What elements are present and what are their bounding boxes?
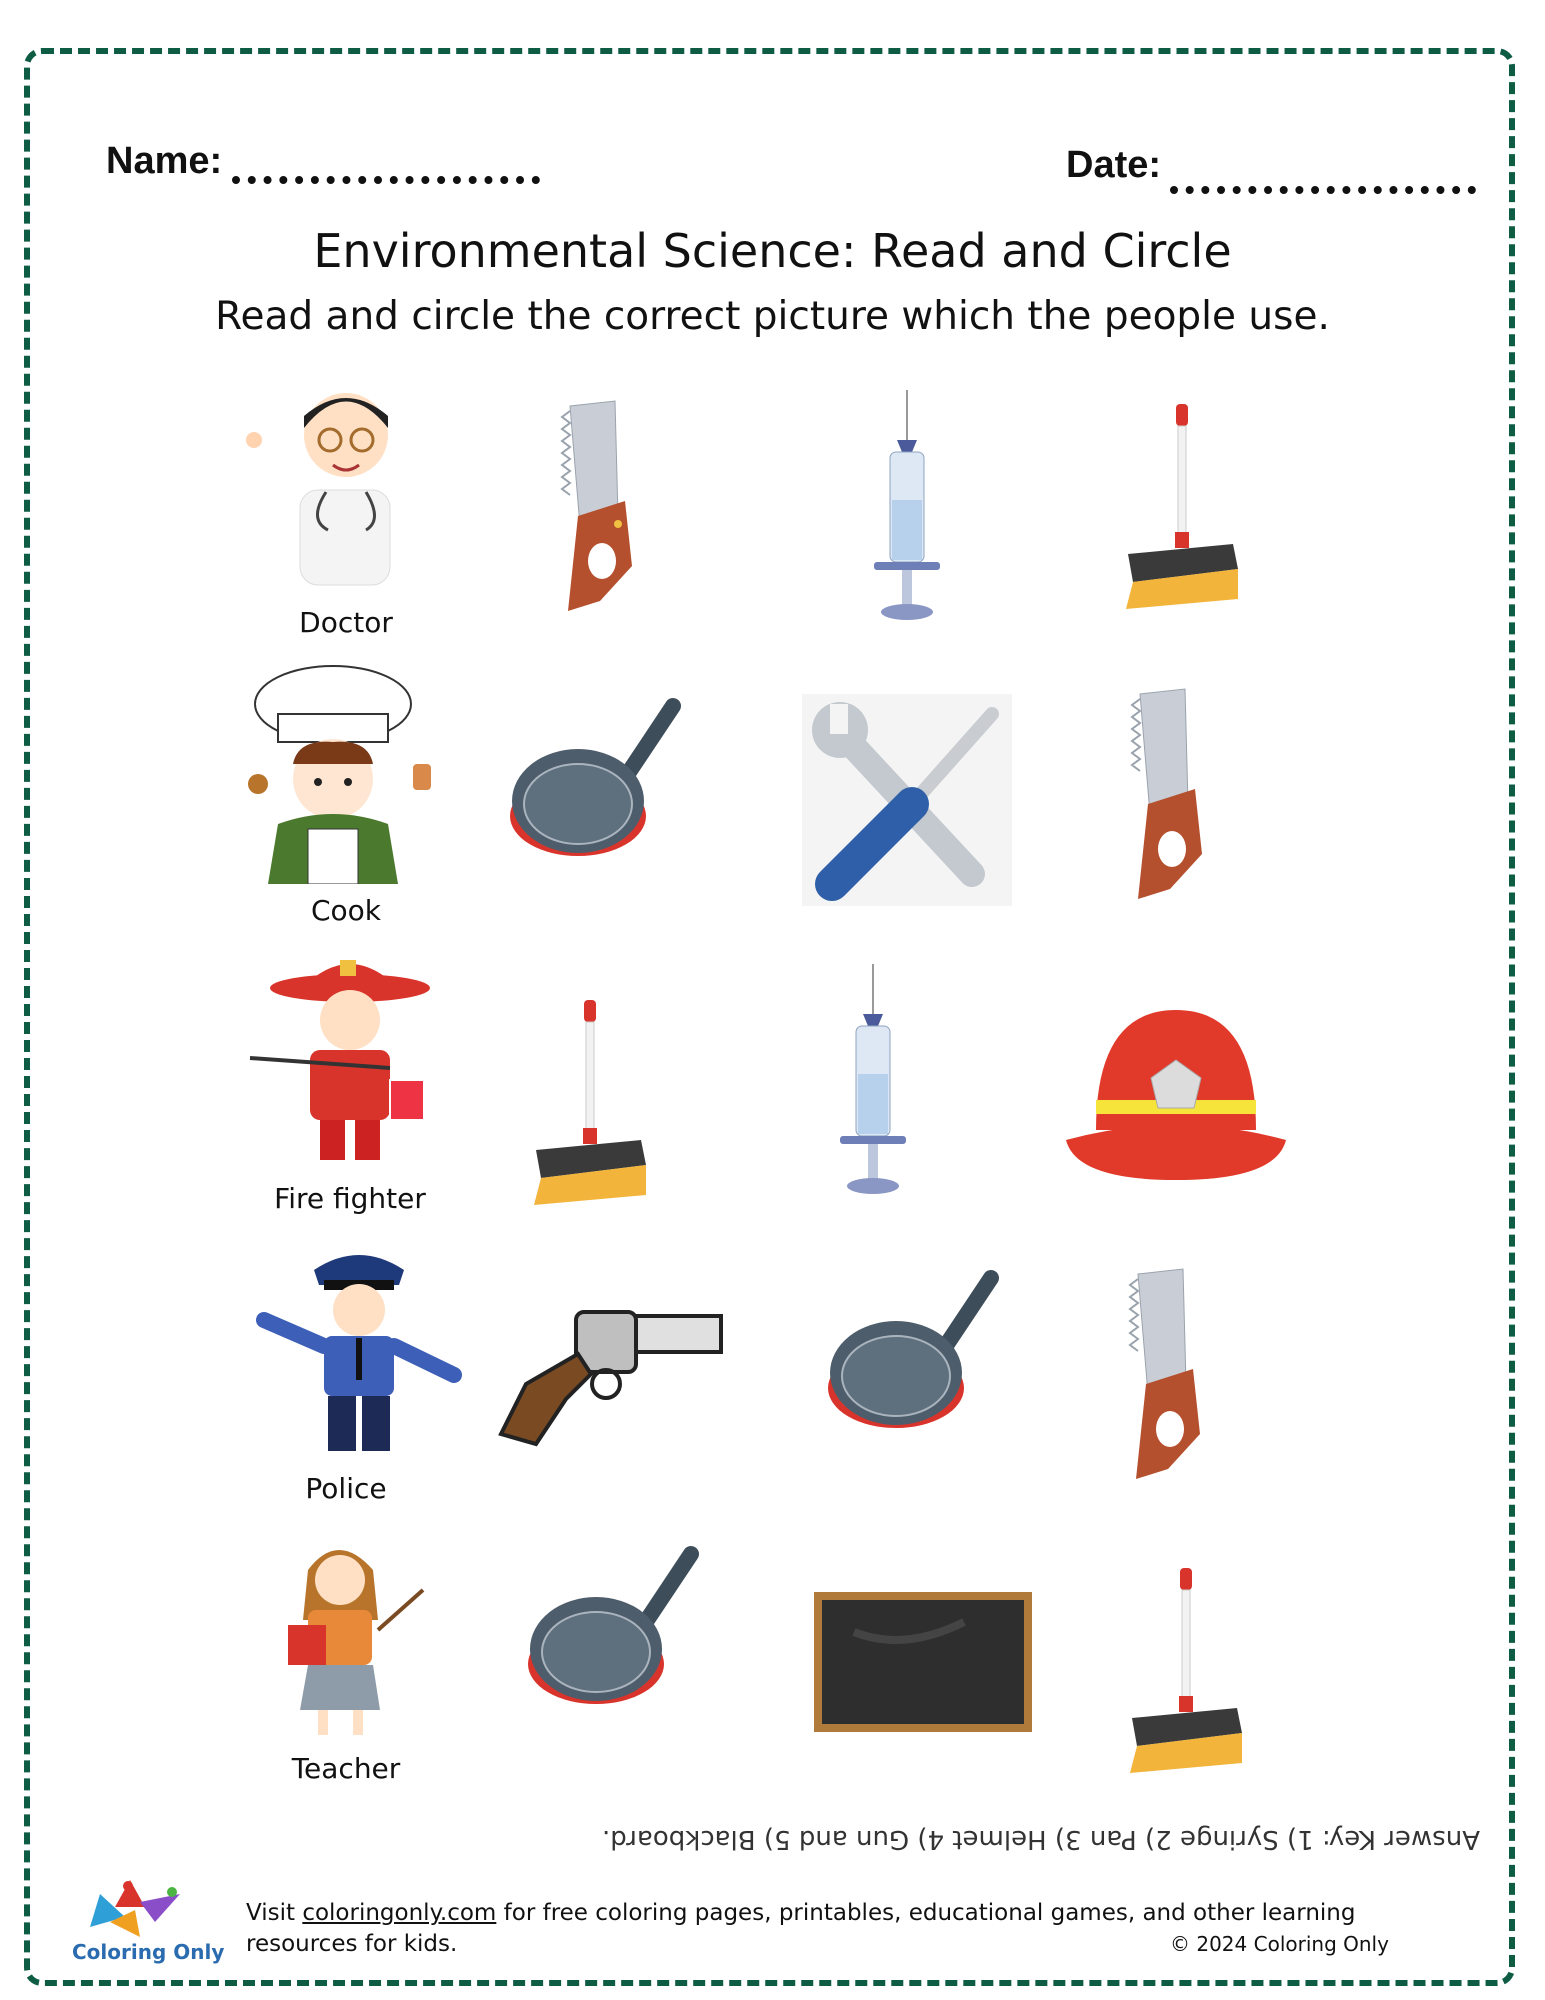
footer-visit: Visit [246,1900,303,1926]
pan-icon[interactable] [826,1268,1006,1472]
instructions: Read and circle the correct picture which the people use. [215,294,1330,339]
answer-key: Answer Key: 1) Syringe 2) Pan 3) Helmet 4) Gun and 5) Blackboard. [601,1824,1480,1854]
logo-text: Coloring Only [72,1940,225,1964]
blackboard-icon[interactable] [814,1592,1032,1736]
website-link[interactable]: coloringonly.com [302,1900,497,1926]
gun-icon[interactable] [496,1304,726,1458]
doctor-icon [238,380,438,594]
teacher-icon [258,1530,438,1744]
broom-icon[interactable] [1122,1568,1252,1782]
broom-icon[interactable] [526,1000,656,1214]
name-label: Name: [106,140,223,182]
row-label-cook: Cook [310,894,382,927]
saw-icon[interactable] [1108,1264,1218,1488]
row-label-fire-fighter: Fire fighter [274,1182,426,1215]
date-field[interactable] [1170,186,1476,194]
row-label-police: Police [305,1472,387,1505]
wrench-screwdriver-icon[interactable] [802,694,1012,910]
pan-icon[interactable] [508,696,688,900]
row-label-teacher: Teacher [291,1752,401,1785]
saw-icon[interactable] [540,396,650,620]
copyright: © 2024 Coloring Only [1170,1932,1389,1956]
helmet-icon[interactable] [1066,1000,1286,1189]
date-label: Date: [1066,144,1162,186]
pan-icon[interactable] [526,1544,706,1748]
saw-icon[interactable] [1110,684,1220,908]
syringe-icon[interactable] [862,390,952,634]
page-title: Environmental Science: Read and Circle [313,224,1232,278]
name-field[interactable] [232,176,540,184]
police-icon [254,1240,464,1459]
broom-icon[interactable] [1118,404,1248,618]
firefighter-icon [240,950,450,1174]
syringe-icon[interactable] [828,964,918,1208]
footer-rest: for free coloring pages, printables, educational games, and other learning resources for kids. [246,1900,1356,1957]
chef-icon [238,664,448,888]
row-label-doctor: Doctor [299,606,393,639]
